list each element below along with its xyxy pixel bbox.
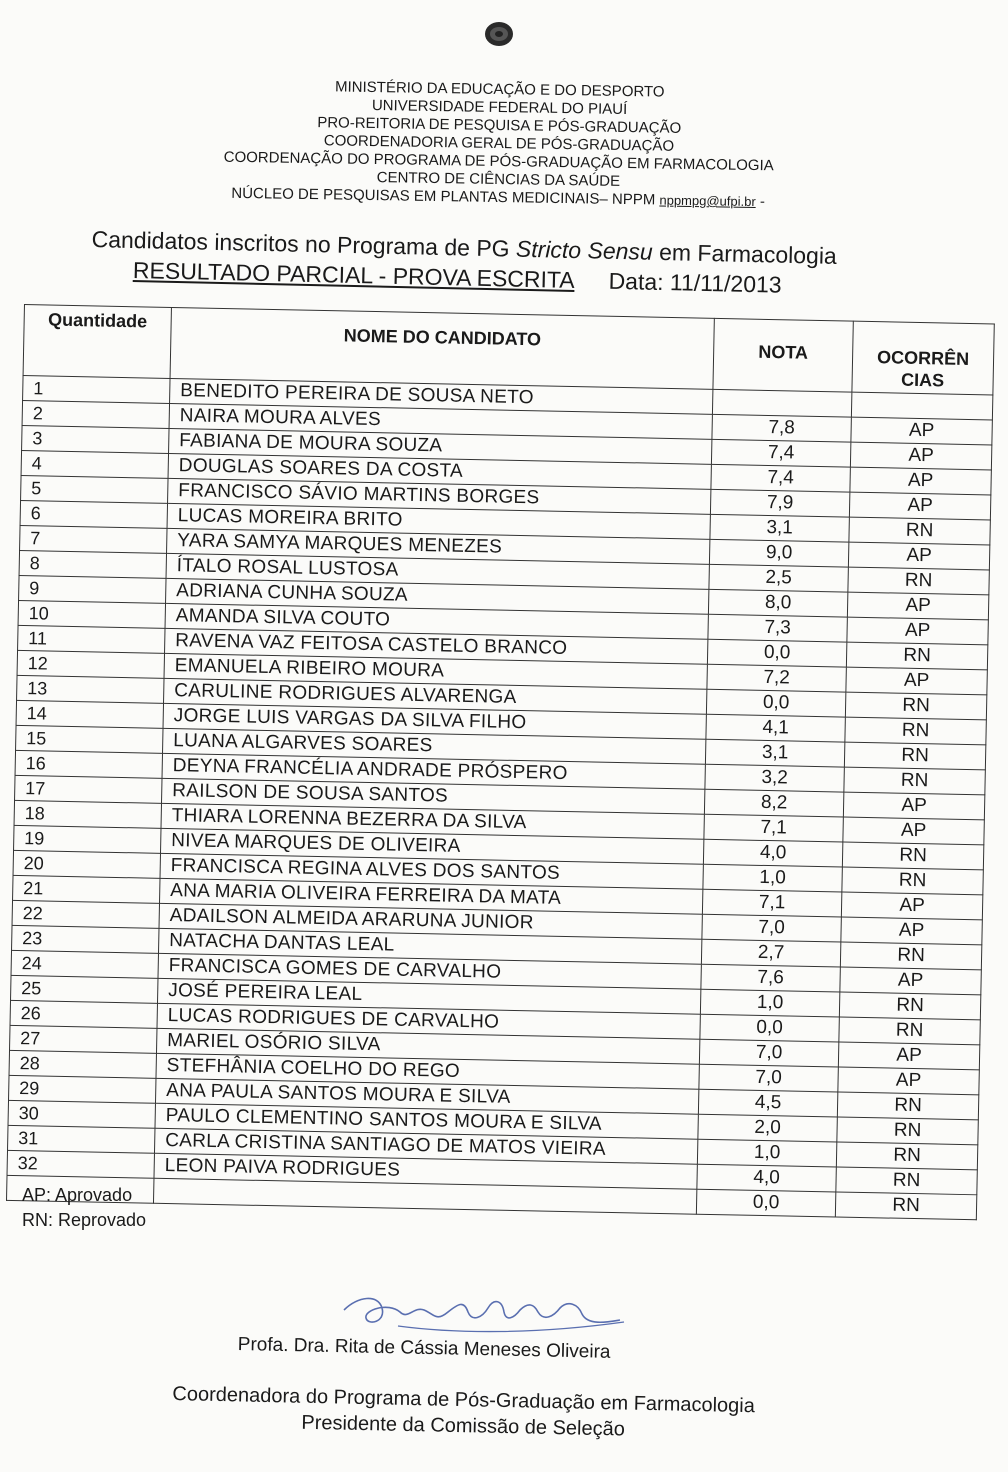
candidate-name: NAIRA MOURA ALVES [169,403,712,439]
row-number: 32 [7,1150,154,1178]
candidate-ocorrencia [851,392,992,420]
title-prefix: Candidatos inscritos no Programa de PG [91,226,517,262]
candidate-name: ANA MARIA OLIVEIRA FERREIRA DA MATA [159,878,702,914]
header-nome: NOME DO CANDIDATO [170,307,714,389]
result-date: Data: 11/11/2013 [608,267,782,298]
candidate-ocorrencia: AP [838,1042,979,1070]
candidate-nota: 0,0 [700,1014,839,1042]
candidate-name: THIARA LORENNA BEZERRA DA SILVA [161,803,704,839]
candidate-ocorrencia: AP [851,417,992,445]
candidate-name: JORGE LUIS VARGAS DA SILVA FILHO [163,703,706,739]
candidate-ocorrencia: RN [837,1092,978,1120]
row-number: 9 [19,575,166,603]
header-nota: NOTA [713,318,853,392]
results-table [6,304,995,1220]
row-number: 7 [20,525,167,553]
row-number: 27 [10,1025,157,1053]
candidate-nota: 4,1 [706,714,845,742]
handwritten-signature [338,1282,628,1342]
row-number: 31 [8,1125,155,1153]
candidate-ocorrencia: RN [849,517,990,545]
candidate-name: YARA SAMYA MARQUES MENEZES [167,528,710,564]
candidate-ocorrencia: AP [849,492,990,520]
candidate-name: EMANUELA RIBEIRO MOURA [164,653,707,689]
header-line: CENTRO DE CIÊNCIAS DA SAÚDE [376,169,621,190]
candidate-name: ADRIANA CUNHA SOUZA [166,578,709,614]
candidate-ocorrencia: AP [850,442,991,470]
row-number: 30 [8,1100,155,1128]
row-number: 5 [21,475,168,503]
candidate-name: LUANA ALGARVES SOARES [163,728,706,764]
candidate-name: RAVENA VAZ FEITOSA CASTELO BRANCO [165,628,708,664]
header-line: PRO-REITORIA DE PESQUISA E PÓS-GRADUAÇÃO [317,114,682,137]
candidate-ocorrencia: RN [845,717,986,745]
row-number: 10 [18,600,165,628]
row-number: 25 [11,975,158,1003]
signatory-role-2: Presidente da Comissão de Seleção [301,1411,626,1441]
candidate-name: LEON PAIVA RODRIGUES [154,1153,697,1189]
row-number: 3 [22,425,169,453]
row-number: 18 [14,800,161,828]
candidate-name: ANA PAULA SANTOS MOURA E SILVA [155,1078,698,1114]
candidate-ocorrencia: RN [837,1117,978,1145]
candidate-name: STEFHÂNIA COELHO DO REGO [156,1053,699,1089]
header-ocorrencias-2: CIAS [900,369,945,391]
candidate-name: DOUGLAS SOARES DA COSTA [168,453,711,489]
candidate-ocorrencia: AP [848,542,989,570]
candidate-name: CARLA CRISTINA SANTIAGO DE MATOS VIEIRA [154,1128,697,1164]
legend-ap: AP: Aprovado [22,1185,133,1205]
candidate-nota: 2,5 [709,564,848,592]
row-number: 21 [13,875,160,903]
candidate-nota: 3,1 [710,514,849,542]
candidate-ocorrencia: AP [838,1067,979,1095]
legend [22,1183,146,1233]
title-suffix: em Farmacologia [652,238,838,269]
candidate-name: LUCAS RODRIGUES DE CARVALHO [157,1003,700,1039]
candidate-ocorrencia: AP [841,917,982,945]
candidate-nota: 7,3 [708,614,847,642]
row-number: 23 [12,925,159,953]
candidate-name: FRANCISCA REGINA ALVES DOS SANTOS [160,853,703,889]
signatory-role [123,1380,804,1446]
row-number: 29 [9,1075,156,1103]
candidate-name: RAILSON DE SOUSA SANTOS [162,778,705,814]
header-line: COORDENADORIA GERAL DE PÓS-GRADUAÇÃO [323,132,675,155]
row-number: 1 [23,375,170,403]
candidate-nota: 0,0 [707,639,846,667]
candidate-nota: 1,0 [703,864,842,892]
candidate-ocorrencia: AP [840,967,981,995]
candidate-nota: 1,0 [700,989,839,1017]
candidate-ocorrencia: AP [843,817,984,845]
signatory-name: Profa. Dra. Rita de Cássia Meneses Oliveira [237,1334,611,1363]
candidate-name: CARULINE RODRIGUES ALVARENGA [164,678,707,714]
candidate-nota: 0,0 [706,689,845,717]
candidate-ocorrencia: AP [847,617,988,645]
candidate-nota: 7,1 [702,889,841,917]
row-number: 19 [14,825,161,853]
candidate-ocorrencia: AP [846,667,987,695]
header-email: nppmpg@ufpi.br [659,192,756,210]
row-number: 20 [13,850,160,878]
candidate-name: MARIEL OSÓRIO SILVA [156,1028,699,1064]
candidate-nota: 3,2 [705,764,844,792]
candidate-ocorrencia: RN [836,1142,977,1170]
candidate-nota: 0,0 [696,1189,835,1217]
results-table-wrapper [6,304,995,1220]
row-number: 8 [19,550,166,578]
candidate-ocorrencia: RN [846,642,987,670]
candidate-nota: 7,0 [702,914,841,942]
candidate-nota: 7,8 [712,414,851,442]
candidate-nota [712,389,851,417]
row-number: 24 [11,950,158,978]
candidate-name: FRANCISCO SÁVIO MARTINS BORGES [168,478,711,514]
candidate-nota: 7,0 [699,1064,838,1092]
row-number: 6 [20,500,167,528]
row-number: 12 [17,650,164,678]
candidate-ocorrencia: RN [844,742,985,770]
candidate-nota: 7,2 [707,664,846,692]
header-line: UNIVERSIDADE FEDERAL DO PIAUÍ [371,97,628,119]
candidate-name: JOSÉ PEREIRA LEAL [157,978,700,1014]
candidate-ocorrencia: RN [848,567,989,595]
header-ocorrencias [852,321,994,395]
candidate-nota: 2,0 [698,1114,837,1142]
row-number: 13 [17,675,164,703]
candidate-ocorrencia: RN [835,1192,976,1220]
candidate-name: NIVEA MARQUES DE OLIVEIRA [161,828,704,864]
candidate-nota: 4,5 [698,1089,837,1117]
candidate-ocorrencia: AP [847,592,988,620]
title-italic: Stricto Sensu [515,235,654,265]
header-quantidade: Quantidade [23,305,171,379]
candidate-name: BENEDITO PEREIRA DE SOUSA NETO [170,378,713,414]
candidate-name: PAULO CLEMENTINO SANTOS MOURA E SILVA [155,1103,698,1139]
candidate-nota: 9,0 [709,539,848,567]
candidate-ocorrencia: RN [839,1017,980,1045]
candidate-nota: 7,4 [711,464,850,492]
candidate-nota: 4,0 [703,839,842,867]
candidate-ocorrencia: RN [836,1167,977,1195]
candidate-name: DEYNA FRANCÉLIA ANDRADE PRÓSPERO [162,753,705,789]
candidate-name: LUCAS MOREIRA BRITO [167,503,710,539]
candidate-nota: 2,7 [701,939,840,967]
header-nppm: NÚCLEO DE PESQUISAS EM PLANTAS MEDICINAIS– NPPM [231,184,656,209]
row-number: 22 [12,900,159,928]
candidate-nota: 1,0 [697,1139,836,1167]
candidate-ocorrencia: AP [843,792,984,820]
candidate-nota: 7,1 [704,814,843,842]
candidate-ocorrencia: RN [842,842,983,870]
row-number: 28 [9,1050,156,1078]
candidate-name: ADAILSON ALMEIDA ARARUNA JUNIOR [159,903,702,939]
candidate-nota: 7,0 [699,1039,838,1067]
document-header [178,76,820,212]
candidate-nota: 7,6 [701,964,840,992]
header-line: MINISTÉRIO DA EDUCAÇÃO E DO DESPORTO [334,78,665,101]
candidate-nota: 3,1 [705,739,844,767]
signatory-role-1: Coordenadora do Programa de Pós-Graduação em Farmacologia [172,1383,756,1418]
candidate-ocorrencia: RN [844,767,985,795]
result-title: RESULTADO PARCIAL - PROVA ESCRITA [132,256,575,294]
candidate-name: FRANCISCA GOMES DE CARVALHO [158,953,701,989]
header-email-suffix: - [755,193,766,211]
university-seal-icon [484,20,514,48]
row-number: 14 [16,700,163,728]
candidate-nota: 8,0 [708,589,847,617]
candidate-ocorrencia: AP [850,467,991,495]
candidate-nota: 7,9 [710,489,849,517]
candidate-ocorrencia: RN [840,942,981,970]
row-number: 17 [15,775,162,803]
candidate-name: ÍTALO ROSAL LUSTOSA [166,553,709,589]
row-number: 2 [22,400,169,428]
header-ocorrencias-1: OCORRÊN [876,347,970,369]
candidate-ocorrencia: RN [839,992,980,1020]
candidate-ocorrencia: RN [845,692,986,720]
candidate-nota: 4,0 [697,1164,836,1192]
candidate-nota: 8,2 [704,789,843,817]
row-number: 11 [18,625,165,653]
row-number: 16 [15,750,162,778]
row-number: 4 [21,450,168,478]
legend-rn: RN: Reprovado [22,1210,147,1230]
candidate-name: NATACHA DANTAS LEAL [158,928,701,964]
document-title [89,224,910,303]
candidate-ocorrencia: RN [842,867,983,895]
row-number: 26 [10,1000,157,1028]
candidate-ocorrencia: AP [841,892,982,920]
candidate-nota: 7,4 [711,439,850,467]
header-line: COORDENAÇÃO DO PROGRAMA DE PÓS-GRADUAÇÃO EM FARMACOLOGIA [223,148,774,175]
row-number: 15 [16,725,163,753]
candidate-name: FABIANA DE MOURA SOUZA [169,428,712,464]
candidate-name: AMANDA SILVA COUTO [165,603,708,639]
